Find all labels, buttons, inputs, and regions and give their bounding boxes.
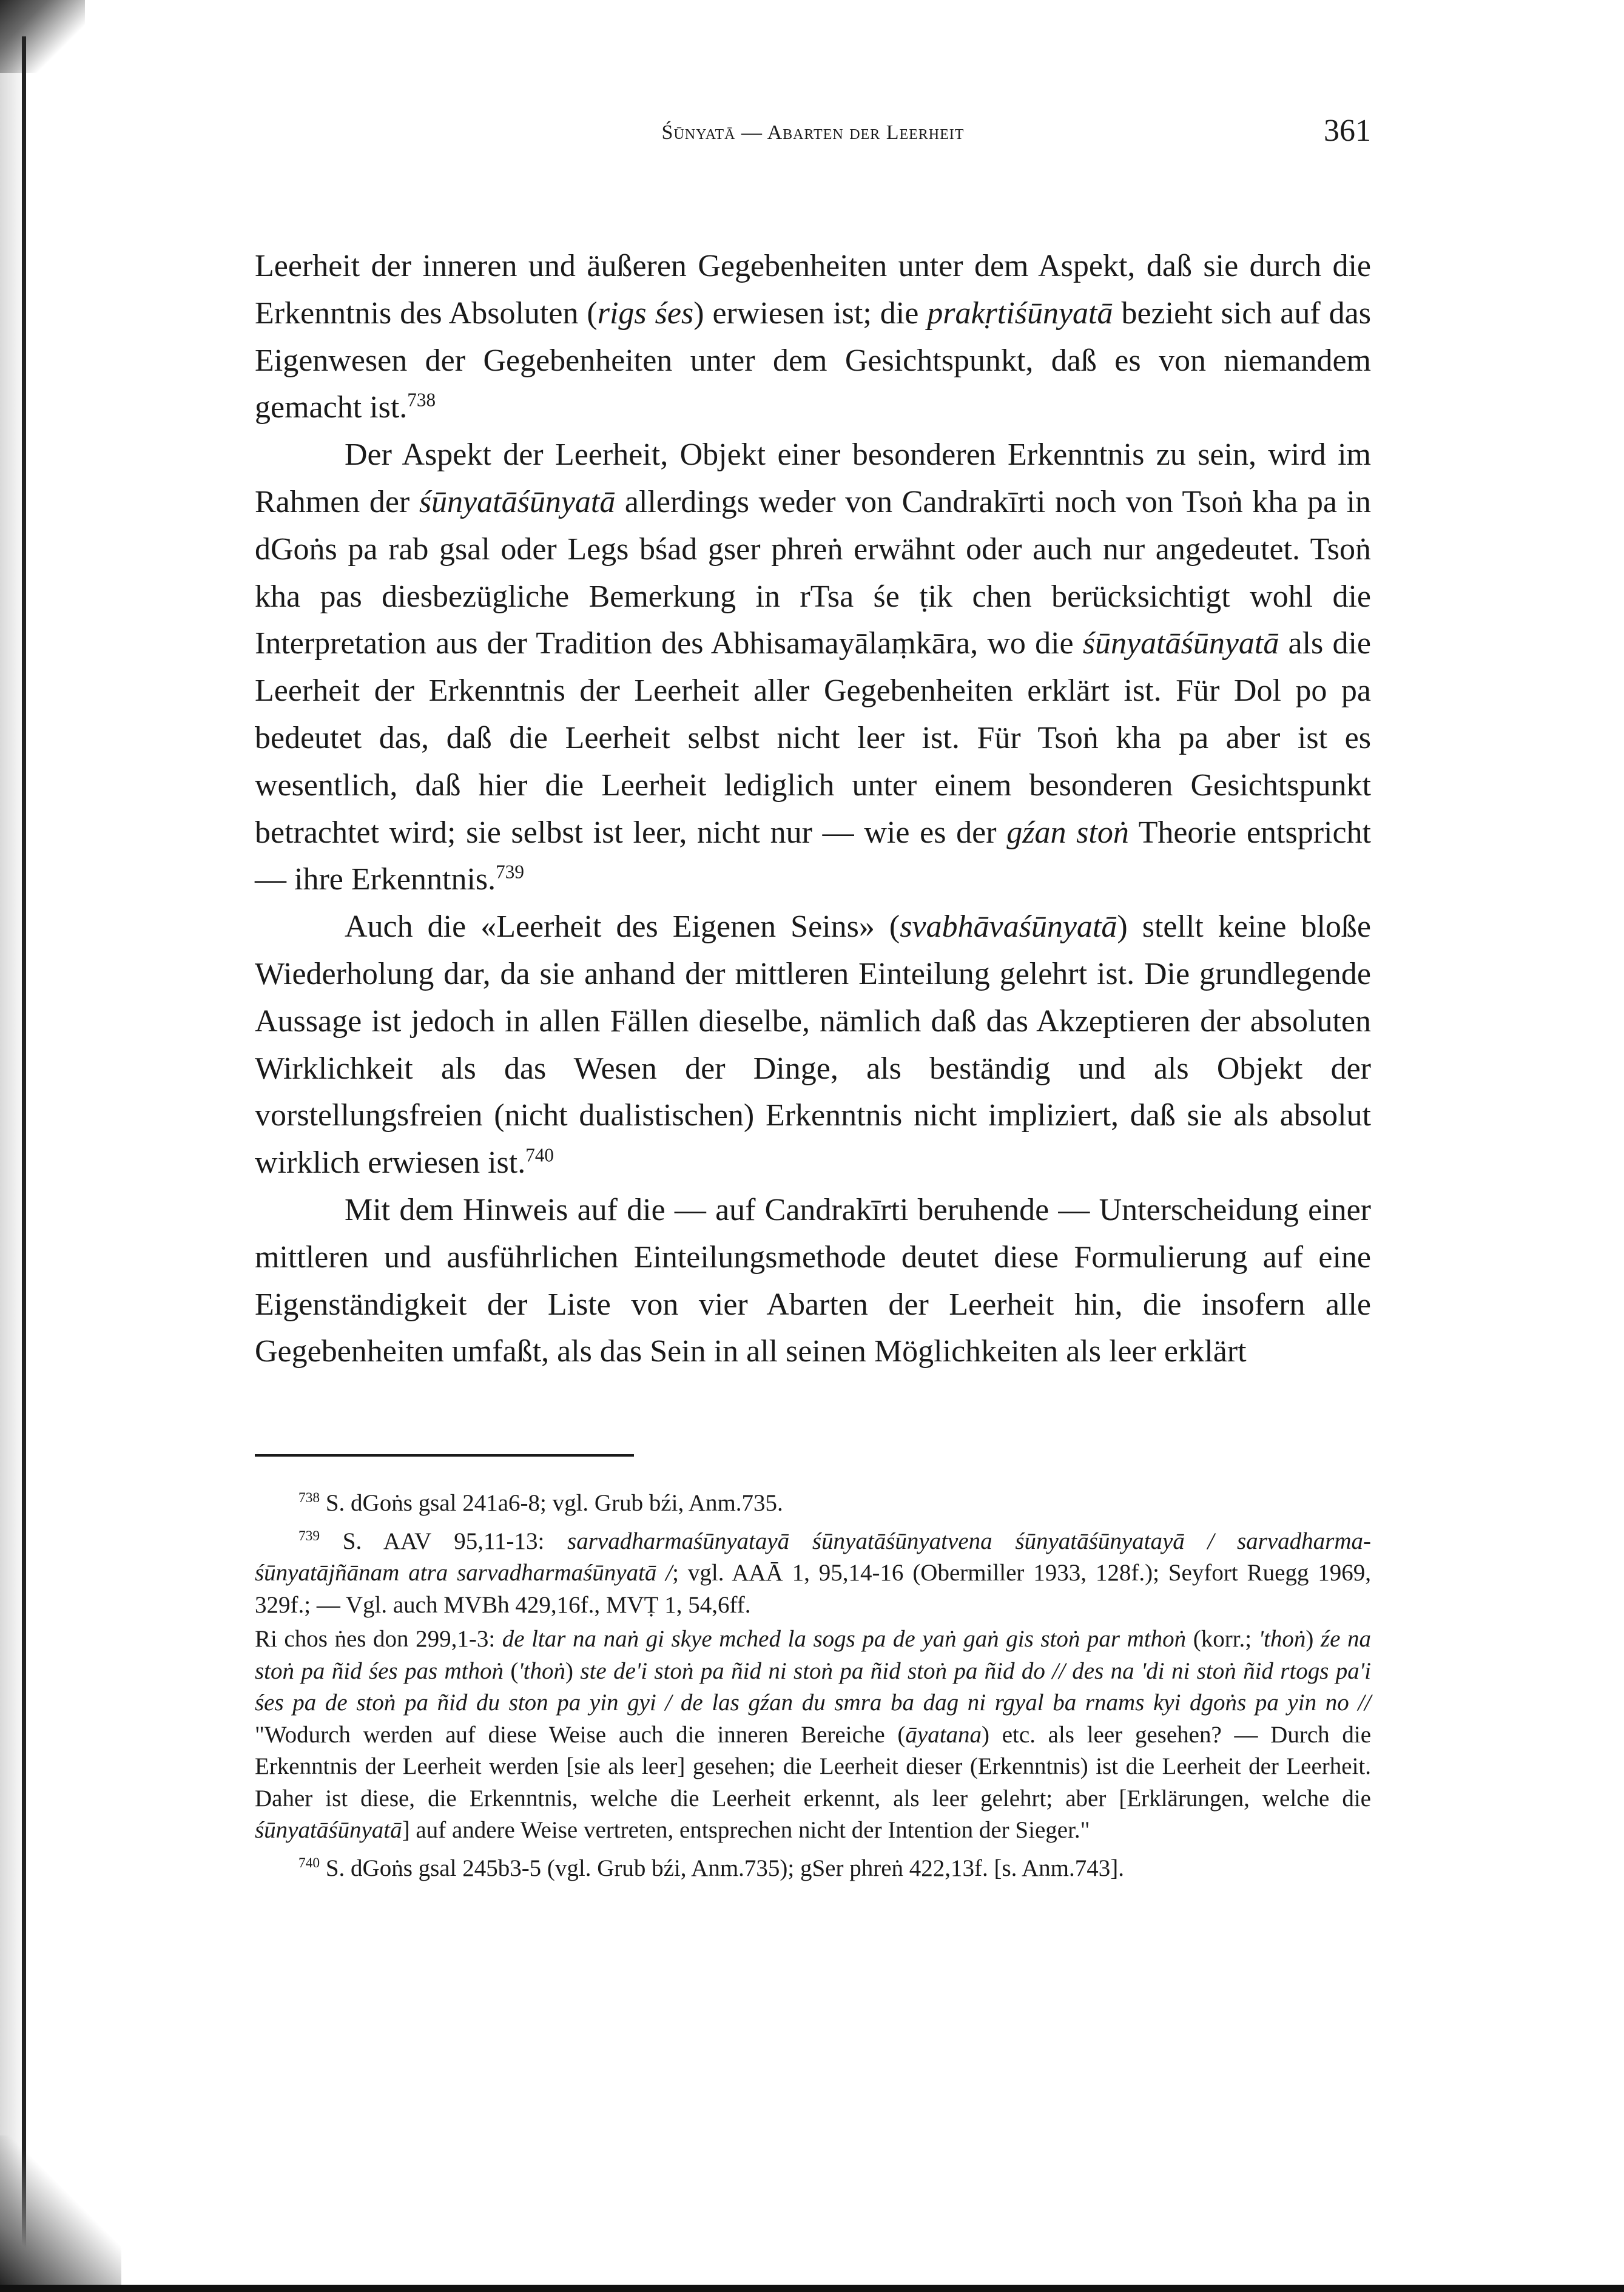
footnote-text: ) — [565, 1657, 581, 1684]
italic-quote: sarvadharmaśūnyatayā śūnyatāśūnyatvena śūnyatāśūnyatayā / sarvadharmaśūnyatājñānam atra sarvadharmaśūnyatā / — [255, 1528, 1371, 1586]
paragraph-4 — [255, 1187, 1371, 1375]
text-run: Auch die «Leerheit des Eigenen Seins» ( — [345, 909, 900, 945]
binding-top-shadow — [0, 0, 85, 73]
footnote-text: ( — [503, 1657, 519, 1684]
footnote-text: ] auf andere Weise vertreten, entsprechen nicht der Intention der Sieger." — [402, 1817, 1090, 1843]
italic-quote: 'thoṅ — [1258, 1626, 1306, 1652]
footnote-ref-740[interactable]: 740 — [525, 1144, 554, 1166]
footnote-ref-738[interactable]: 738 — [407, 389, 436, 411]
text-run: Der Aspekt der Leerheit, Objekt einer besonderen Erkenntnis zu sein, wird im Rahmen der — [255, 437, 1371, 519]
footnote-number: 740 — [298, 1855, 320, 1871]
footnotes — [255, 1488, 1371, 1890]
italic-quote: āyatana — [905, 1721, 982, 1748]
italic-quote: źe na stoṅ pa ñid śes pas mthoṅ — [255, 1626, 1371, 1684]
italic-quote: 'thoṅ — [518, 1657, 566, 1684]
italic-term: śūnyatāśūnyatā — [419, 484, 616, 519]
footnote-text: S. dGoṅs gsal 241a6-8; vgl. Grub bźi, Anm.735. — [320, 1490, 783, 1516]
italic-term: prakṛtiśūnyatā — [927, 295, 1113, 331]
footnote-text: ) — [1306, 1626, 1321, 1652]
footnote-text: "Wodurch werden auf diese Weise auch die inneren Bereiche ( — [255, 1721, 906, 1748]
footnote-739 — [255, 1526, 1371, 1622]
footnote-738 — [255, 1488, 1371, 1520]
text-run: Theorie entspricht — ihre Erkenntnis. — [255, 815, 1371, 897]
text-run: ) stellt keine bloße Wiederholung dar, da sie anhand der mittleren Einteilung gelehrt ist. Die grundlegende Aussage ist jedoch in allen Fällen dieselbe, nämlich daß das Akzeptieren der absoluten Wirklichkeit als das Wesen der Dinge, als beständig und als Objekt der vorstellungsfreien (nicht dualistischen) Erkenntnis nicht impliziert, daß sie als absolut wirklich erwiesen ist. — [255, 909, 1371, 1181]
footnote-divider — [255, 1454, 634, 1457]
italic-term: śūnyatāśūnyatā — [1082, 626, 1279, 661]
footnote-text: ; vgl. AAĀ 1, 95,14-16 (Obermiller 1933, 128f.); Seyfort Ruegg 1969, 329f.; — Vgl. auch MVBh 429,16f., MVṬ 1, 54,6ff. — [255, 1560, 1372, 1618]
text-run: bezieht sich auf das Eigenwesen der Gegebenheiten unter dem Gesichtspunkt, daß es von niemandem gemacht ist. — [255, 295, 1371, 425]
footnote-739-continuation — [255, 1623, 1371, 1847]
running-title: Śūnyatā — Abarten der Leerheit — [661, 121, 965, 144]
text-run: ) erwiesen ist; die — [693, 295, 928, 331]
italic-quote: śūnyatāśūnyatā — [255, 1817, 402, 1843]
footnote-740 — [255, 1853, 1371, 1885]
text-run: als die Leerheit der Erkenntnis der Leerheit aller Gegebenheiten erklärt ist. Für Dol po pa bedeutet das, daß die Leerheit selbst nicht leer ist. Für Tsoṅ kha pa aber ist es wesentlich, daß hier die Leerheit lediglich unter einem besonderen Gesichtspunkt betrachtet wird; sie selbst ist leer, nicht nur — wie es der — [255, 626, 1372, 850]
footnote-text: Ri chos ṅes don 299,1-3: — [255, 1626, 502, 1652]
binding-bottom-shadow — [0, 2135, 121, 2292]
binding-spine-line — [22, 36, 26, 2257]
italic-quote: de ltar na naṅ gi skye mched la sogs pa de yaṅ gaṅ gis stoṅ par mthoṅ — [502, 1626, 1187, 1652]
footnote-text: S. dGoṅs gsal 245b3-5 (vgl. Grub bźi, Anm.735); gSer phreṅ 422,13f. [s. Anm.743]. — [320, 1855, 1124, 1881]
italic-term: gźan stoṅ — [1006, 815, 1129, 850]
footnote-number: 738 — [298, 1490, 320, 1506]
text-run: Leerheit der inneren und äußeren Gegebenheiten unter dem Aspekt, daß sie durch die Erkenntnis des Absoluten ( — [255, 249, 1371, 331]
footnote-text: S. AAV 95,11-13: — [320, 1528, 568, 1554]
italic-term: rigs śes — [597, 295, 694, 331]
text-run: Mit dem Hinweis auf die — auf Candrakīrti beruhende — Unterscheidung einer mittleren und ausführlichen Einteilungsmethode deutet diese Formulierung auf eine Eigenständigkeit der Liste von vier Abarten der Leerheit hin, die insofern alle Gegebenheiten umfaßt, als das Sein in all seinen Möglichkeiten als leer erklärt — [255, 1192, 1371, 1369]
page-bottom-edge — [0, 2285, 1624, 2292]
italic-quote: ste de'i stoṅ pa ñid ni stoṅ pa ñid stoṅ pa ñid do // des na 'di ni stoṅ ñid rtogs pa'i śes pa de stoṅ pa ñid du ston pa yin gyi / de las gźan du smra ba dag ni rgyal ba rnams kyi dgoṅs pa yin no // — [255, 1657, 1371, 1716]
footnote-number: 739 — [298, 1528, 320, 1544]
main-text — [255, 243, 1371, 1375]
paragraph-2 — [255, 431, 1371, 903]
page-number: 361 — [1324, 113, 1371, 148]
page-header — [255, 109, 1371, 158]
paragraph-1 — [255, 243, 1371, 431]
footnote-ref-739[interactable]: 739 — [496, 861, 524, 883]
italic-term: svabhāvaśūnyatā — [900, 909, 1117, 945]
footnote-text: (korr.; — [1186, 1626, 1259, 1652]
footnote-text: ) etc. als leer gesehen? — Durch die Erkenntnis der Leerheit werden [sie als leer] gesehen; die Leerheit dieser (Erkenntnis) ist die Leerheit der Leerheit. Daher ist diese, die Erkenntnis, welche die Leerheit erkennt, als leer gelehrt; aber [Erklärungen, welche die — [255, 1721, 1371, 1812]
text-run: allerdings weder von Candrakīrti noch von Tsoṅ kha pa in dGoṅs pa rab gsal oder Legs bśad gser phreṅ erwähnt oder auch nur angedeutet. Tsoṅ kha pas diesbezügliche Bemerkung in rTsa śe ṭik chen berücksichtigt wohl die Interpretation aus der Tradition des Abhisamayālaṃkāra, wo die — [255, 484, 1371, 661]
paragraph-3 — [255, 903, 1371, 1187]
